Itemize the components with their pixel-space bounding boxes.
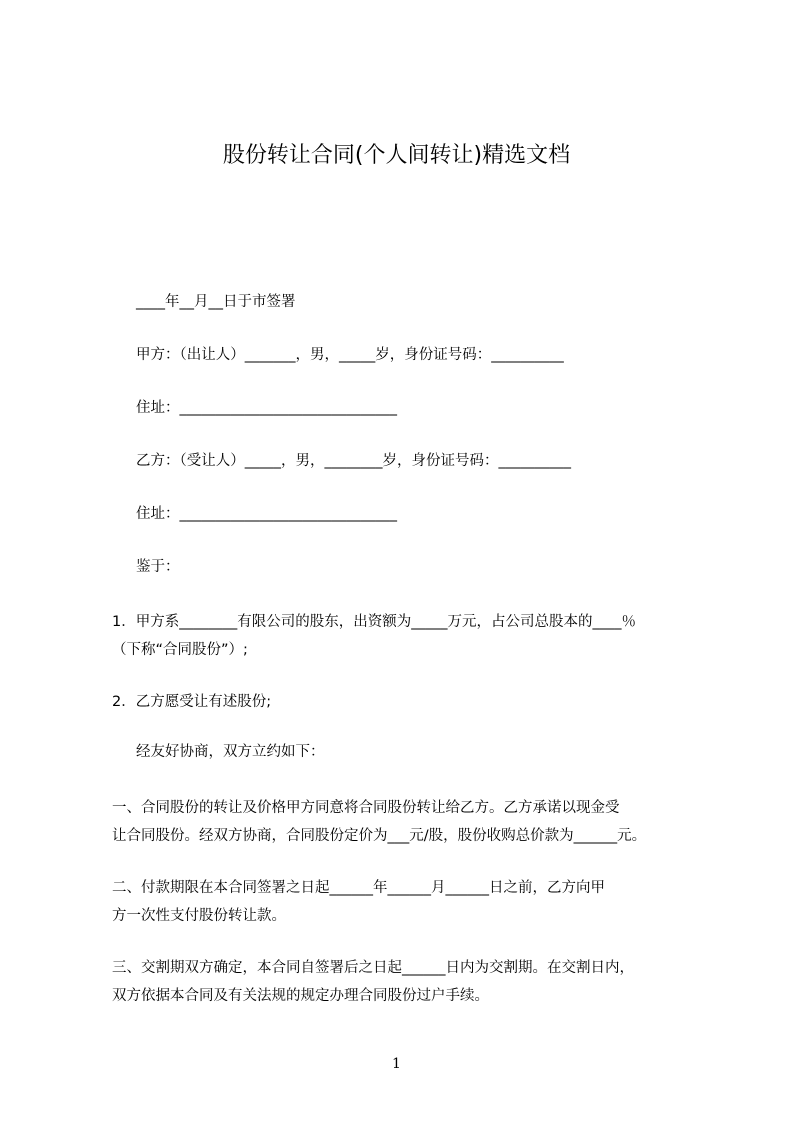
document-title: 股份转让合同(个人间转让)精选文档 — [222, 143, 571, 168]
clause-1-line-2: 让合同股份。经双方协商，合同股份定价为___元/股，股份收购总价款为______元。 — [112, 828, 647, 844]
party-b-address: 住址：______________________________ — [136, 506, 397, 522]
party-a-info: 甲方：（出让人）_______，男，_____岁，身份证号码：__________ — [136, 347, 564, 363]
clause-2-line-1: 二、付款期限在本合同签署之日起______年______月______日之前，乙方向甲 — [112, 880, 605, 896]
clause-3-line-1: 三、交割期双方确定，本合同自签署后之日起______日内为交割期。在交割日内， — [112, 960, 634, 976]
recital-1-line-1: 1．甲方系________有限公司的股东，出资额为_____万元，占公司总股本的____％ — [112, 614, 636, 630]
clause-1-line-1: 一、合同股份的转让及价格甲方同意将合同股份转让给乙方。乙方承诺以现金受 — [112, 800, 620, 816]
clause-2 — [112, 874, 712, 930]
clause-3 — [112, 954, 712, 1010]
agreement-intro: 经友好协商，双方立约如下： — [136, 744, 325, 760]
party-b-info: 乙方：（受让人）_____，男，________岁，身份证号码：__________ — [136, 453, 571, 469]
whereas-heading: 鉴于： — [136, 559, 180, 575]
signing-date-line: ____年__月__日于市签署 — [136, 294, 296, 310]
clause-3-line-2: 双方依据本合同及有关法规的规定办理合同股份过户手续。 — [112, 988, 489, 1004]
recital-2-text: 2．乙方愿受让有述股份; — [112, 694, 272, 710]
party-a-address: 住址：______________________________ — [136, 400, 397, 416]
recital-2 — [112, 688, 712, 716]
page-number: 1 — [392, 1056, 401, 1072]
recital-1-line-2: （下称“合同股份”）; — [112, 642, 248, 658]
recital-1 — [112, 608, 712, 664]
clause-1 — [112, 794, 712, 850]
clause-2-line-2: 方一次性支付股份转让款。 — [112, 908, 286, 924]
